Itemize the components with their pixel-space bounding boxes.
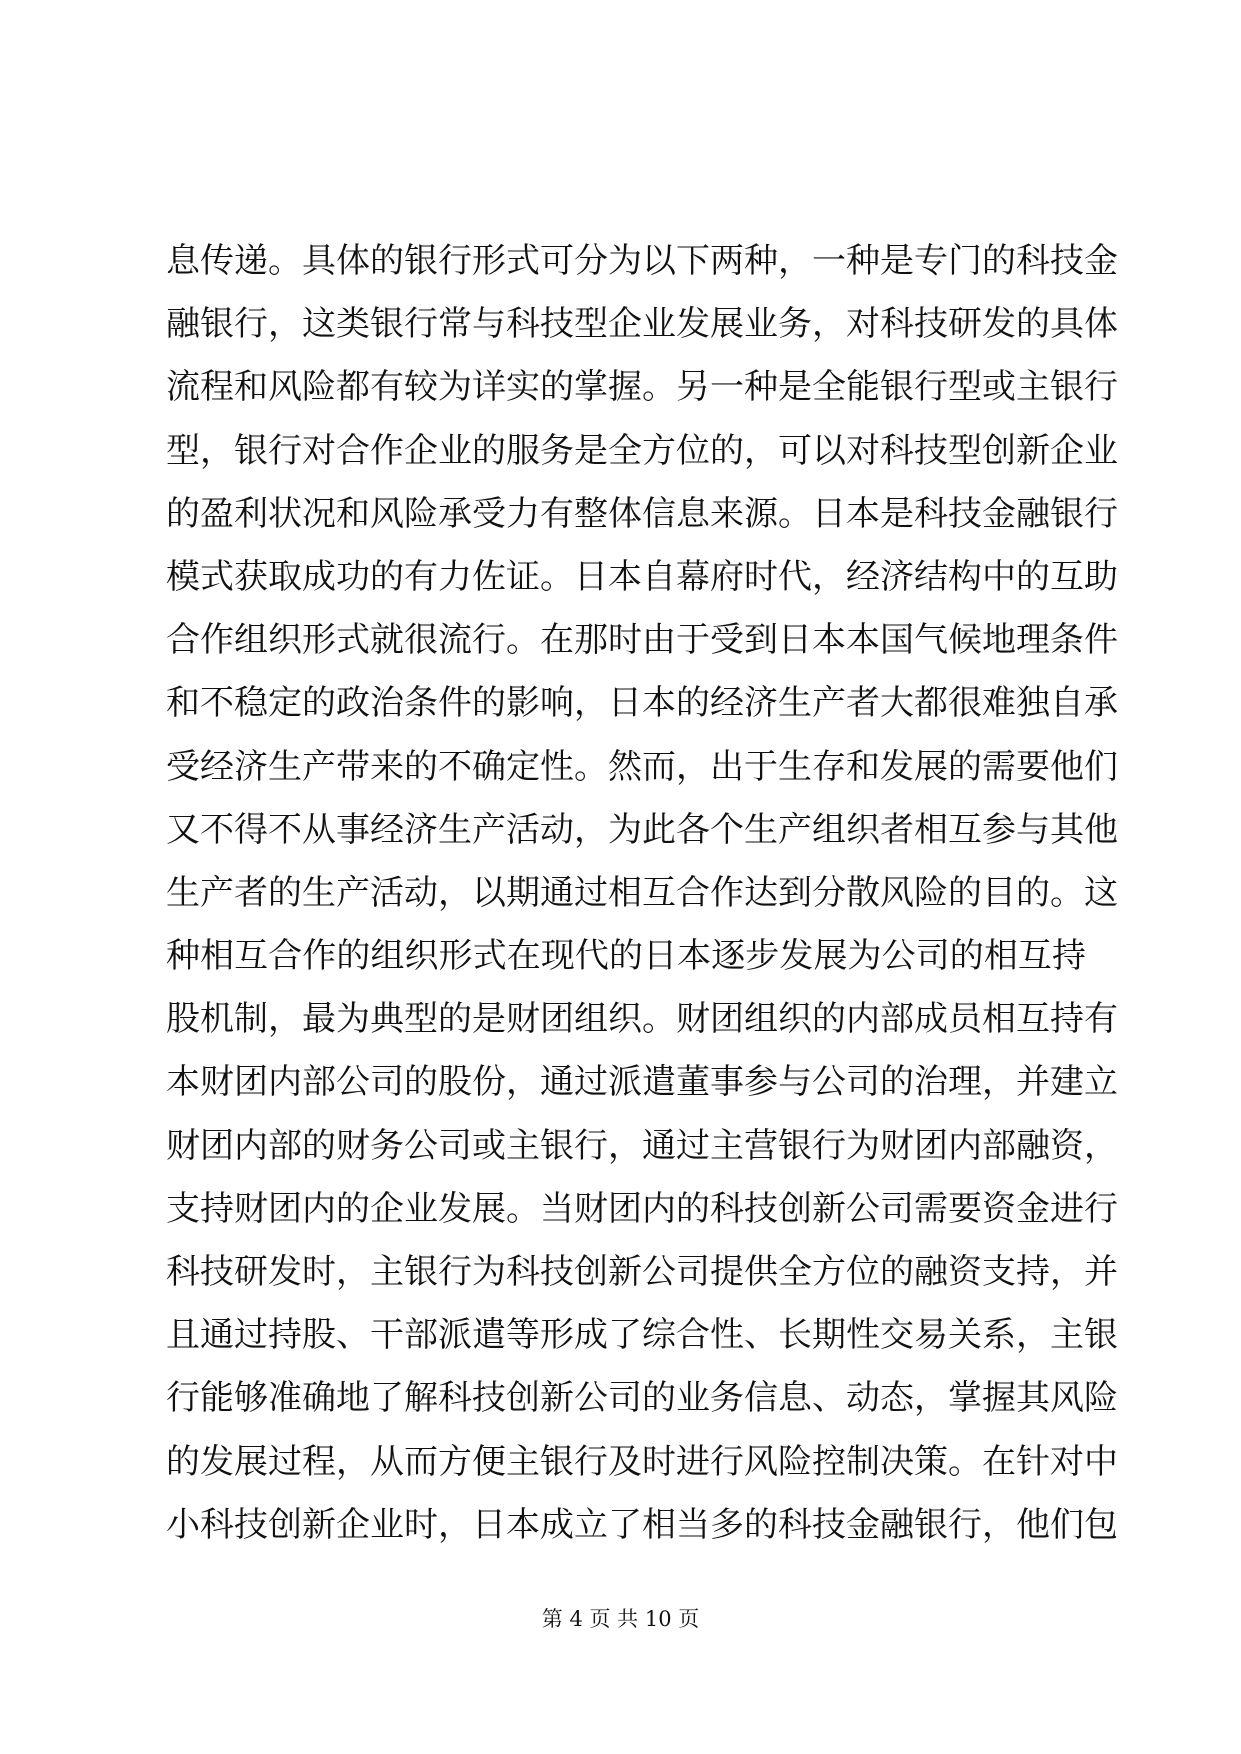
text-line: 又不得不从事经济生产活动，为此各个生产组织者相互参与其他 xyxy=(166,809,1118,850)
text-line: 且通过持股、干部派遣等形成了综合性、长期性交易关系，主银 xyxy=(166,1315,1118,1356)
text-line: 种相互合作的组织形式在现代的日本逐步发展为公司的相互持 xyxy=(166,936,1086,977)
text-line: 本财团内部公司的股份，通过派遣董事参与公司的治理，并建立 xyxy=(166,1062,1118,1103)
text-line: 流程和风险都有较为详实的掌握。另一种是全能银行型或主银行 xyxy=(166,367,1118,408)
text-line: 融银行，这类银行常与科技型企业发展业务，对科技研发的具体 xyxy=(166,304,1118,345)
text-line: 行能够准确地了解科技创新公司的业务信息、动态，掌握其风险 xyxy=(166,1378,1118,1419)
text-line: 小科技创新企业时，日本成立了相当多的科技金融银行，他们包 xyxy=(166,1504,1118,1545)
body-text xyxy=(166,230,1118,1557)
text-line: 股机制，最为典型的是财团组织。财团组织的内部成员相互持有 xyxy=(166,999,1118,1040)
text-line: 财团内部的财务公司或主银行，通过主营银行为财团内部融资， xyxy=(166,1125,1118,1166)
text-line: 支持财团内的企业发展。当财团内的科技创新公司需要资金进行 xyxy=(166,1188,1118,1229)
text-line: 息传递。具体的银行形式可分为以下两种，一种是专门的科技金 xyxy=(166,241,1118,281)
text-line: 的盈利状况和风险承受力有整体信息来源。日本是科技金融银行 xyxy=(166,493,1118,534)
text-line: 型，银行对合作企业的服务是全方位的，可以对科技型创新企业 xyxy=(166,430,1118,471)
text-line: 模式获取成功的有力佐证。日本自幕府时代，经济结构中的互助 xyxy=(166,556,1118,597)
text-line: 合作组织形式就很流行。在那时由于受到日本本国气候地理条件 xyxy=(166,620,1118,661)
text-line: 和不稳定的政治条件的影响，日本的经济生产者大都很难独自承 xyxy=(166,683,1118,724)
text-line: 生产者的生产活动，以期通过相互合作达到分散风险的目的。这 xyxy=(166,872,1118,913)
text-line: 受经济生产带来的不确定性。然而，出于生存和发展的需要他们 xyxy=(166,746,1118,787)
text-line: 的发展过程，从而方便主银行及时进行风险控制决策。在针对中 xyxy=(166,1441,1118,1482)
page-number-footer: 第 4 页 共 10 页 xyxy=(541,1607,700,1631)
text-line: 科技研发时，主银行为科技创新公司提供全方位的融资支持，并 xyxy=(166,1252,1118,1292)
